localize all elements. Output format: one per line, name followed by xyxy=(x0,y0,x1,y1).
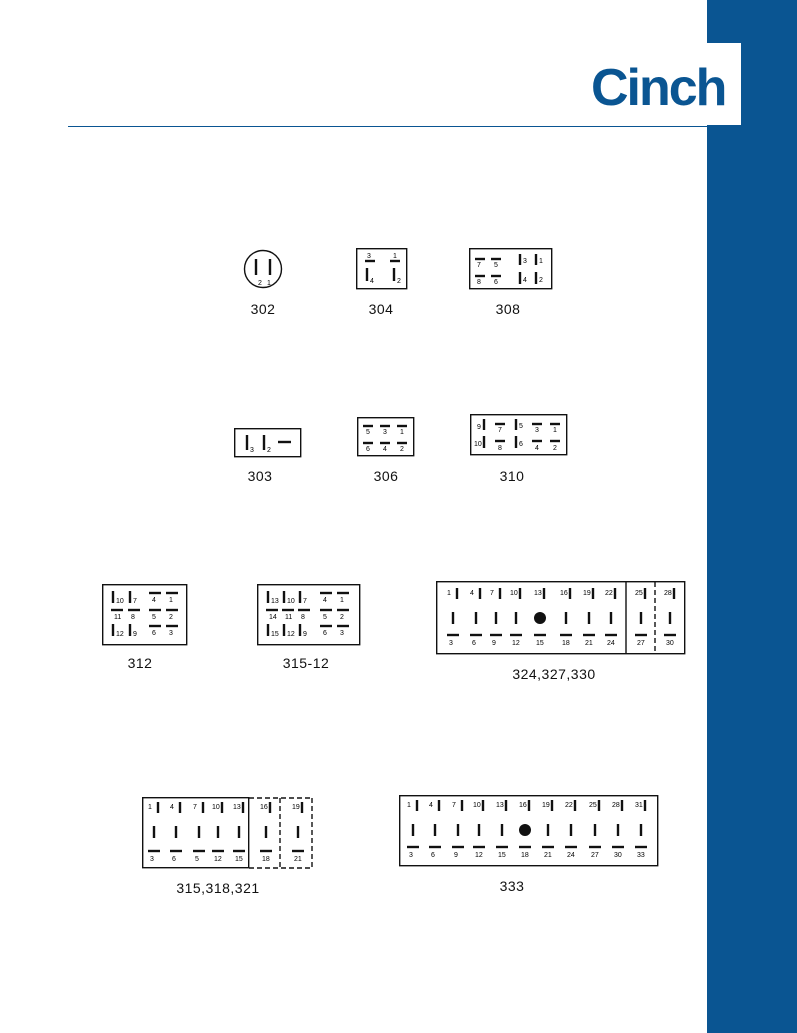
connector-308-diagram xyxy=(469,248,553,290)
connector-304-diagram xyxy=(356,248,408,290)
pin-label: 18 xyxy=(262,856,270,863)
pin-label: 6 xyxy=(494,279,498,286)
pin-label: 24 xyxy=(567,852,575,859)
brand-sidebar xyxy=(707,0,797,1033)
pin-label: 3 xyxy=(409,852,413,859)
pin-label: 7 xyxy=(303,598,307,605)
connector-333-diagram xyxy=(399,795,659,867)
pin-label: 3 xyxy=(535,427,539,434)
pin-label: 4 xyxy=(152,597,156,604)
pin-label: 13 xyxy=(233,804,241,811)
pin-label: 1 xyxy=(447,590,451,597)
pin-label: 3 xyxy=(523,258,527,265)
pin-label: 2 xyxy=(400,446,404,453)
pin-label: 12 xyxy=(512,640,520,647)
pin-label: 1 xyxy=(539,258,543,265)
pin-label: 9 xyxy=(492,640,496,647)
pin-label: 19 xyxy=(583,590,591,597)
pin-label: 10 xyxy=(473,802,481,809)
pin-label: 1 xyxy=(267,280,271,287)
pin-label: 3 xyxy=(150,856,154,863)
caption-333: 333 xyxy=(499,878,525,894)
connector-312-diagram xyxy=(102,584,188,646)
pin-label: 7 xyxy=(490,590,494,597)
pin-label: 5 xyxy=(519,423,523,430)
caption-303: 303 xyxy=(247,468,273,484)
pin-label: 6 xyxy=(431,852,435,859)
pin-label: 4 xyxy=(170,804,174,811)
pin-label: 2 xyxy=(169,614,173,621)
pin-label: 24 xyxy=(607,640,615,647)
pin-label: 1 xyxy=(148,804,152,811)
pin-label: 7 xyxy=(133,598,137,605)
pin-label: 6 xyxy=(519,441,523,448)
caption-310: 310 xyxy=(499,468,525,484)
pin-label: 19 xyxy=(292,804,300,811)
pin-label: 25 xyxy=(589,802,597,809)
pin-label: 19 xyxy=(542,802,550,809)
pin-label: 16 xyxy=(519,802,527,809)
pin-label: 18 xyxy=(562,640,570,647)
pin-label: 13 xyxy=(534,590,542,597)
pin-label: 21 xyxy=(294,856,302,863)
pin-label: 12 xyxy=(287,631,295,638)
pin-label: 9 xyxy=(477,424,481,431)
pin-label: 4 xyxy=(323,597,327,604)
pin-label: 15 xyxy=(271,631,279,638)
pin-label: 7 xyxy=(193,804,197,811)
pin-label: 28 xyxy=(612,802,620,809)
connector-315-318-321-diagram xyxy=(142,797,314,869)
connector-306-diagram xyxy=(357,417,415,457)
pin-label: 21 xyxy=(585,640,593,647)
pin-label: 5 xyxy=(366,429,370,436)
pin-label: 6 xyxy=(152,630,156,637)
caption-315-12: 315-12 xyxy=(282,655,330,671)
logo-box xyxy=(583,43,741,125)
pin-label: 6 xyxy=(472,640,476,647)
pin-label: 3 xyxy=(449,640,453,647)
pin-label: 11 xyxy=(114,614,122,621)
pin-label: 4 xyxy=(429,802,433,809)
pin-label: 15 xyxy=(536,640,544,647)
pin-label: 10 xyxy=(510,590,518,597)
pin-label: 5 xyxy=(494,262,498,269)
pin-label: 6 xyxy=(366,446,370,453)
pin-label: 12 xyxy=(214,856,222,863)
pin-label: 27 xyxy=(591,852,599,859)
pin-label: 3 xyxy=(340,630,344,637)
pin-label: 2 xyxy=(267,447,271,454)
header-rule xyxy=(68,126,707,127)
pin-label: 15 xyxy=(498,852,506,859)
pin-label: 7 xyxy=(498,427,502,434)
pin-label: 13 xyxy=(271,598,279,605)
caption-312: 312 xyxy=(127,655,153,671)
pin-label: 9 xyxy=(303,631,307,638)
pin-label: 31 xyxy=(635,802,643,809)
pin-label: 4 xyxy=(383,446,387,453)
pin-label: 8 xyxy=(477,279,481,286)
connector-310-diagram xyxy=(470,414,568,456)
pin-label: 5 xyxy=(323,614,327,621)
pin-label: 22 xyxy=(605,590,613,597)
pin-label: 7 xyxy=(477,262,481,269)
caption-315-318-321: 315,318,321 xyxy=(176,880,260,896)
pin-label: 10 xyxy=(474,441,482,448)
pin-label: 4 xyxy=(470,590,474,597)
pin-label: 13 xyxy=(496,802,504,809)
pin-label: 14 xyxy=(269,614,277,621)
caption-304: 304 xyxy=(368,301,394,317)
pin-label: 18 xyxy=(521,852,529,859)
logo-text: Cinch xyxy=(591,59,726,117)
pin-label: 8 xyxy=(498,445,502,452)
pin-label: 22 xyxy=(565,802,573,809)
pin-label: 1 xyxy=(407,802,411,809)
pin-label: 21 xyxy=(544,852,552,859)
pin-label: 1 xyxy=(393,253,397,260)
keying-dot xyxy=(519,824,531,836)
pin-label: 5 xyxy=(152,614,156,621)
pin-label: 9 xyxy=(454,852,458,859)
pin-label: 1 xyxy=(169,597,173,604)
pin-label: 2 xyxy=(258,280,262,287)
pin-label: 6 xyxy=(323,630,327,637)
pin-label: 16 xyxy=(260,804,268,811)
pin-label: 6 xyxy=(172,856,176,863)
pin-label: 8 xyxy=(301,614,305,621)
caption-324-327-330: 324,327,330 xyxy=(512,666,596,682)
pin-label: 16 xyxy=(560,590,568,597)
pin-label: 33 xyxy=(637,852,645,859)
pin-label: 3 xyxy=(250,447,254,454)
pin-label: 4 xyxy=(370,278,374,285)
pin-label: 15 xyxy=(235,856,243,863)
pin-label: 9 xyxy=(133,631,137,638)
pin-label: 3 xyxy=(383,429,387,436)
pin-label: 25 xyxy=(635,590,643,597)
pin-label: 1 xyxy=(340,597,344,604)
pin-label: 1 xyxy=(400,429,404,436)
caption-302: 302 xyxy=(250,301,276,317)
pin-label: 10 xyxy=(287,598,295,605)
pin-label: 3 xyxy=(367,253,371,260)
pin-label: 2 xyxy=(553,445,557,452)
pin-label: 28 xyxy=(664,590,672,597)
pin-label: 12 xyxy=(475,852,483,859)
connector-302-diagram xyxy=(243,248,283,290)
pin-label: 10 xyxy=(116,598,124,605)
connector-315-12-diagram xyxy=(257,584,361,646)
pin-label: 4 xyxy=(523,277,527,284)
pin-label: 2 xyxy=(539,277,543,284)
connector-303-diagram xyxy=(234,428,302,458)
connector-324-327-330-diagram xyxy=(436,581,686,655)
pin-label: 1 xyxy=(553,427,557,434)
pin-label: 5 xyxy=(195,856,199,863)
pin-label: 3 xyxy=(169,630,173,637)
pin-label: 10 xyxy=(212,804,220,811)
pin-label: 30 xyxy=(614,852,622,859)
pin-label: 11 xyxy=(285,614,293,621)
caption-308: 308 xyxy=(495,301,521,317)
pin-label: 2 xyxy=(397,278,401,285)
caption-306: 306 xyxy=(373,468,399,484)
pin-label: 12 xyxy=(116,631,124,638)
pin-label: 7 xyxy=(452,802,456,809)
pin-label: 2 xyxy=(340,614,344,621)
pin-label: 27 xyxy=(637,640,645,647)
pin-label: 30 xyxy=(666,640,674,647)
cinch-logo xyxy=(583,43,741,125)
keying-dot xyxy=(534,612,546,624)
pin-label: 8 xyxy=(131,614,135,621)
pin-label: 4 xyxy=(535,445,539,452)
